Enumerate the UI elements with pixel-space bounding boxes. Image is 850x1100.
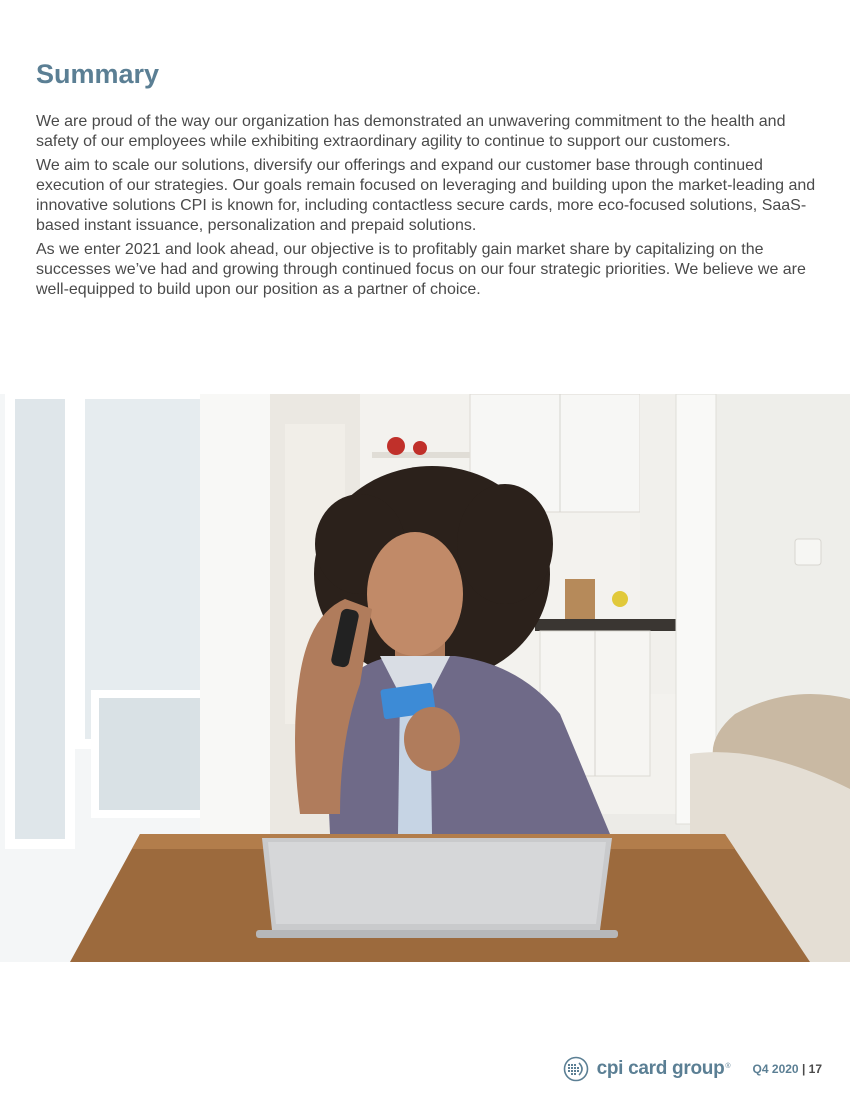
page-label [753, 1062, 822, 1076]
page-footer [563, 1056, 822, 1082]
page-title: Summary [36, 59, 160, 89]
company-logo-text [597, 1058, 731, 1080]
logo-wordmark: cpi card group [596, 1058, 725, 1079]
cpi-globe-logo-icon [563, 1056, 589, 1082]
woman-with-card-photo [0, 394, 850, 962]
paragraph-commitment: We are proud of the way our organization has demonstrated an unwavering commitment to the health and safety of our employees while exhibiting extraordinary agility to continue to support our customers. [36, 113, 786, 150]
page-number: 17 [808, 1062, 822, 1076]
page-separator: | [801, 1062, 806, 1076]
registered-mark: ® [725, 1062, 731, 1070]
report-period: Q4 2020 [752, 1062, 799, 1076]
summary-body [36, 112, 818, 304]
hero-photo [0, 394, 850, 962]
paragraph-strategy: We aim to scale our solutions, diversify our offerings and expand our customer base through continued execution of our strategies. Our goals remain focused on leveraging and building upon the market-leading and innovative solutions CPI is known for, including contactless secure cards, more eco-focused solutions, SaaS-based instant issuance, personalization and prepaid solutions. [36, 157, 816, 234]
paragraph-outlook: As we enter 2021 and look ahead, our objective is to profitably gain market share by capitalizing on the successes we’ve had and growing through continued focus on our four strategic priorities. We believe we are well-equipped to build upon our position as a partner of choice. [36, 241, 806, 298]
